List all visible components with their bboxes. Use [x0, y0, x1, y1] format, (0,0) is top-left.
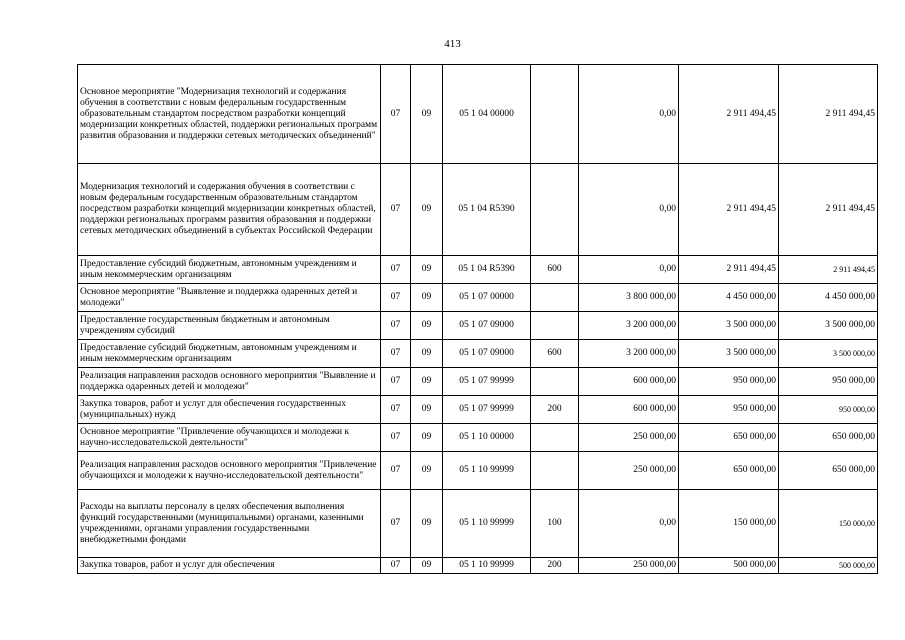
subsection-code: 09	[411, 490, 443, 558]
amount-year-2: 500 000,00	[679, 558, 779, 574]
amount-year-1: 600 000,00	[579, 396, 679, 424]
amount-year-2: 4 450 000,00	[679, 284, 779, 312]
row-description: Предоставление субсидий бюджетным, автономным учреждениям и иным некоммерческим организациям	[78, 340, 381, 368]
row-description: Реализация направления расходов основного мероприятия "Привлечение обучающихся и молодежи к научно-исследовательской деятельности"	[78, 452, 381, 490]
expense-type-code: 100	[531, 490, 579, 558]
subsection-code: 09	[411, 65, 443, 164]
row-description: Предоставление государственным бюджетным и автономным учреждениям субсидий	[78, 312, 381, 340]
amount-year-3: 650 000,00	[779, 452, 878, 490]
subsection-code: 09	[411, 396, 443, 424]
table-row	[78, 396, 878, 424]
amount-year-2: 3 500 000,00	[679, 340, 779, 368]
target-article-code: 05 1 07 99999	[443, 396, 531, 424]
row-description: Реализация направления расходов основного мероприятия "Выявление и поддержка одаренных детей и молодежи"	[78, 368, 381, 396]
subsection-code: 09	[411, 424, 443, 452]
amount-year-3: 2 911 494,45	[779, 164, 878, 256]
amount-year-2: 650 000,00	[679, 452, 779, 490]
amount-year-1: 0,00	[579, 164, 679, 256]
section-code: 07	[381, 396, 411, 424]
expense-type-code	[531, 312, 579, 340]
amount-year-3: 2 911 494,45	[779, 65, 878, 164]
amount-year-1: 0,00	[579, 256, 679, 284]
section-code: 07	[381, 164, 411, 256]
target-article-code: 05 1 10 99999	[443, 452, 531, 490]
amount-year-2: 950 000,00	[679, 396, 779, 424]
section-code: 07	[381, 312, 411, 340]
row-description: Модернизация технологий и содержания обучения в соответствии с новым федеральным государственным образовательным стандартом посредством разработки концепций модернизации конкретных областей, поддержки региональных программ развития образования и поддержки сетевых методических объединений в субъектах Российской Федерации	[78, 164, 381, 256]
amount-year-2: 150 000,00	[679, 490, 779, 558]
target-article-code: 05 1 10 00000	[443, 424, 531, 452]
amount-year-3: 3 500 000,00	[779, 312, 878, 340]
amount-year-1: 3 800 000,00	[579, 284, 679, 312]
table-row	[78, 558, 878, 574]
table-row	[78, 452, 878, 490]
expense-type-code	[531, 452, 579, 490]
amount-year-3: 950 000,00	[779, 396, 878, 424]
section-code: 07	[381, 340, 411, 368]
amount-year-1: 250 000,00	[579, 558, 679, 574]
amount-year-3: 500 000,00	[779, 558, 878, 574]
target-article-code: 05 1 04 00000	[443, 65, 531, 164]
row-description: Предоставление субсидий бюджетным, автономным учреждениям и иным некоммерческим организациям	[78, 256, 381, 284]
table-row	[78, 312, 878, 340]
target-article-code: 05 1 10 99999	[443, 490, 531, 558]
amount-year-1: 250 000,00	[579, 424, 679, 452]
row-description: Закупка товаров, работ и услуг для обеспечения	[78, 558, 381, 574]
expense-type-code	[531, 164, 579, 256]
table-row	[78, 256, 878, 284]
amount-year-1: 3 200 000,00	[579, 312, 679, 340]
amount-year-3: 950 000,00	[779, 368, 878, 396]
section-code: 07	[381, 558, 411, 574]
amount-year-2: 3 500 000,00	[679, 312, 779, 340]
row-description: Основное мероприятие "Выявление и поддержка одаренных детей и молодежи"	[78, 284, 381, 312]
amount-year-3: 650 000,00	[779, 424, 878, 452]
section-code: 07	[381, 256, 411, 284]
section-code: 07	[381, 284, 411, 312]
budget-table	[77, 64, 878, 574]
amount-year-1: 250 000,00	[579, 452, 679, 490]
row-description: Расходы на выплаты персоналу в целях обеспечения выполнения функций государственными (муниципальными) органами, казенными учреждениями, органами управления государственными внебюджетными фондами	[78, 490, 381, 558]
table-row	[78, 65, 878, 164]
table-row	[78, 164, 878, 256]
expense-type-code: 200	[531, 396, 579, 424]
expense-type-code	[531, 65, 579, 164]
table-row	[78, 490, 878, 558]
subsection-code: 09	[411, 312, 443, 340]
amount-year-2: 650 000,00	[679, 424, 779, 452]
amount-year-3: 150 000,00	[779, 490, 878, 558]
table-row	[78, 284, 878, 312]
page-number: 413	[444, 38, 461, 50]
subsection-code: 09	[411, 452, 443, 490]
target-article-code: 05 1 10 99999	[443, 558, 531, 574]
subsection-code: 09	[411, 284, 443, 312]
amount-year-1: 0,00	[579, 65, 679, 164]
table-body	[78, 65, 878, 574]
expense-type-code: 600	[531, 256, 579, 284]
amount-year-2: 2 911 494,45	[679, 256, 779, 284]
subsection-code: 09	[411, 164, 443, 256]
expense-type-code	[531, 368, 579, 396]
amount-year-2: 2 911 494,45	[679, 164, 779, 256]
expense-type-code	[531, 284, 579, 312]
target-article-code: 05 1 07 00000	[443, 284, 531, 312]
target-article-code: 05 1 07 09000	[443, 312, 531, 340]
subsection-code: 09	[411, 256, 443, 284]
table-row	[78, 368, 878, 396]
row-description: Закупка товаров, работ и услуг для обеспечения государственных (муниципальных) нужд	[78, 396, 381, 424]
target-article-code: 05 1 04 R5390	[443, 256, 531, 284]
section-code: 07	[381, 490, 411, 558]
amount-year-2: 950 000,00	[679, 368, 779, 396]
amount-year-1: 600 000,00	[579, 368, 679, 396]
expense-type-code: 200	[531, 558, 579, 574]
amount-year-2: 2 911 494,45	[679, 65, 779, 164]
amount-year-3: 2 911 494,45	[779, 256, 878, 284]
section-code: 07	[381, 452, 411, 490]
amount-year-1: 0,00	[579, 490, 679, 558]
expense-type-code	[531, 424, 579, 452]
subsection-code: 09	[411, 340, 443, 368]
subsection-code: 09	[411, 368, 443, 396]
amount-year-3: 3 500 000,00	[779, 340, 878, 368]
amount-year-3: 4 450 000,00	[779, 284, 878, 312]
target-article-code: 05 1 04 R5390	[443, 164, 531, 256]
target-article-code: 05 1 07 99999	[443, 368, 531, 396]
row-description: Основное мероприятие "Привлечение обучающихся и молодежи к научно-исследовательской деятельности"	[78, 424, 381, 452]
table-row	[78, 340, 878, 368]
subsection-code: 09	[411, 558, 443, 574]
row-description: Основное мероприятие "Модернизация технологий и содержания обучения в соответствии с новым федеральным государственным образовательным стандартом посредством разработки концепций модернизации конкретных областей, поддержки региональных программ развития образования и поддержки сетевых методических объединений"	[78, 65, 381, 164]
section-code: 07	[381, 368, 411, 396]
target-article-code: 05 1 07 09000	[443, 340, 531, 368]
table-row	[78, 424, 878, 452]
amount-year-1: 3 200 000,00	[579, 340, 679, 368]
section-code: 07	[381, 65, 411, 164]
section-code: 07	[381, 424, 411, 452]
expense-type-code: 600	[531, 340, 579, 368]
